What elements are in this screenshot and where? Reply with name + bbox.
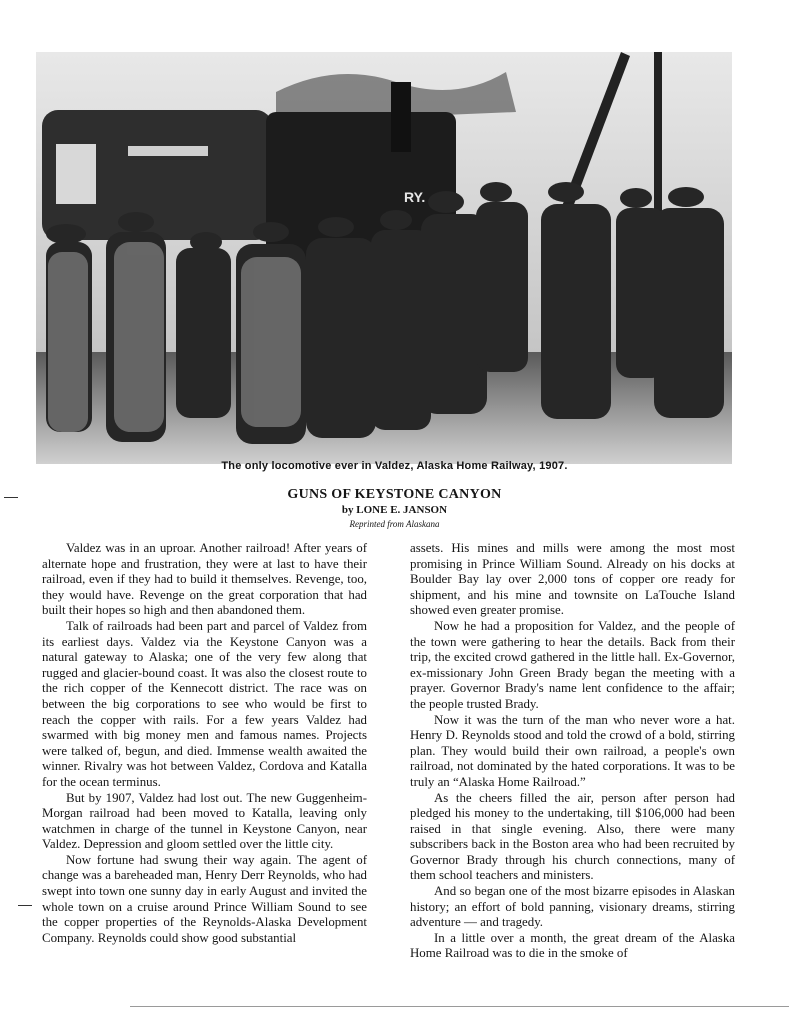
paragraph: But by 1907, Valdez had lost out. The new Guggenheim-Morgan railroad had been moved to Katalla, leaving only watchmen in charge of the tunnel in Keystone Canyon, near Valdez. Depression and gloom settled over the little city. bbox=[42, 790, 367, 852]
right-column bbox=[410, 541, 735, 962]
reprint-note: Reprinted from Alaskana bbox=[349, 519, 440, 529]
article-title: GUNS OF KEYSTONE CANYON bbox=[287, 487, 502, 502]
scan-mark bbox=[4, 497, 18, 498]
page-bottom-rule bbox=[130, 1006, 789, 1007]
photo-caption: The only locomotive ever in Valdez, Alaska Home Railway, 1907. bbox=[221, 460, 568, 472]
paragraph: Now it was the turn of the man who never wore a hat. Henry D. Reynolds stood and told the crowd of a bold, stirring plan. They would build their own railroad, a people's own railroad, not dominated by the hated corporations. It was to be truly an “Alaska Home Railroad.” bbox=[410, 712, 735, 789]
locomotive-sign: RY. bbox=[404, 189, 426, 205]
paragraph: And so began one of the most bizarre episodes in Alaskan history; an effort of bold panning, visionary dreams, stirring adventure — and tragedy. bbox=[410, 884, 735, 930]
paragraph: In a little over a month, the great dream of the Alaska Home Railroad was to die in the smoke of bbox=[410, 930, 735, 961]
article-byline: by LONE E. JANSON bbox=[341, 504, 448, 516]
locomotive-photo bbox=[36, 52, 732, 464]
paragraph: Valdez was in an uproar. Another railroad! After years of alternate hope and frustration, they were at last to have their railroad, even if they had to build it themselves. Revenge, too, they would have. Revenge on the great corporation that had built their hopes so high and then abandoned them. bbox=[42, 541, 367, 618]
left-column bbox=[42, 541, 367, 946]
paragraph: assets. His mines and mills were among the most most promising in Prince William Sound. Already on his docks at Boulder Bay lay over 2,000 tons of copper ore ready for shipment, and his mine and townsite on LaTouche Island showed even greater promise. bbox=[410, 541, 735, 618]
paragraph: Talk of railroads had been part and parcel of Valdez from its earliest days. Valdez via the Keystone Canyon was a natural gateway to Alaska; one of the very few along that rugged and glacier-bound coast. It was also the closest route to the rich copper of the Kennecott district. The race was on between the big corporations to see who would be first to reach the copper with rails. For a few years Valdez had swarmed with big money men and famous names. Projects were talked of, begun, and died. Immense wealth awaited the winner. Rivalry was hot between Valdez, Cordova and Katalla for the ocean terminus. bbox=[42, 618, 367, 789]
paragraph: Now fortune had swung their way again. The agent of change was a bareheaded man, Henry Derr Reynolds, who had swept into town one sunny day in early August and invited the whole town on a cruise around Prince William Sound to see the copper properties of the Reynolds-Alaska Development Company. Reynolds could show good substantial bbox=[42, 852, 367, 945]
paragraph: Now he had a proposition for Valdez, and the people of the town were gathering to hear the details. Back from their trip, the excited crowd gathered in the little hall. Ex-Governor, ex-missionary John Green Brady began the meeting with a prayer. Governor Brady's name lent confidence to the affair; the people trusted Brady. bbox=[410, 618, 735, 711]
paragraph: As the cheers filled the air, person after person had pledged his money to the undertaking, till $106,000 had been raised in that single evening. Also, there were many subscribers back in the Boston area who had been recruited by Governor Brady through his church connections, many of them school teachers and ministers. bbox=[410, 790, 735, 883]
crowd-locomotive-illustration bbox=[36, 52, 732, 464]
scan-mark bbox=[18, 905, 32, 906]
